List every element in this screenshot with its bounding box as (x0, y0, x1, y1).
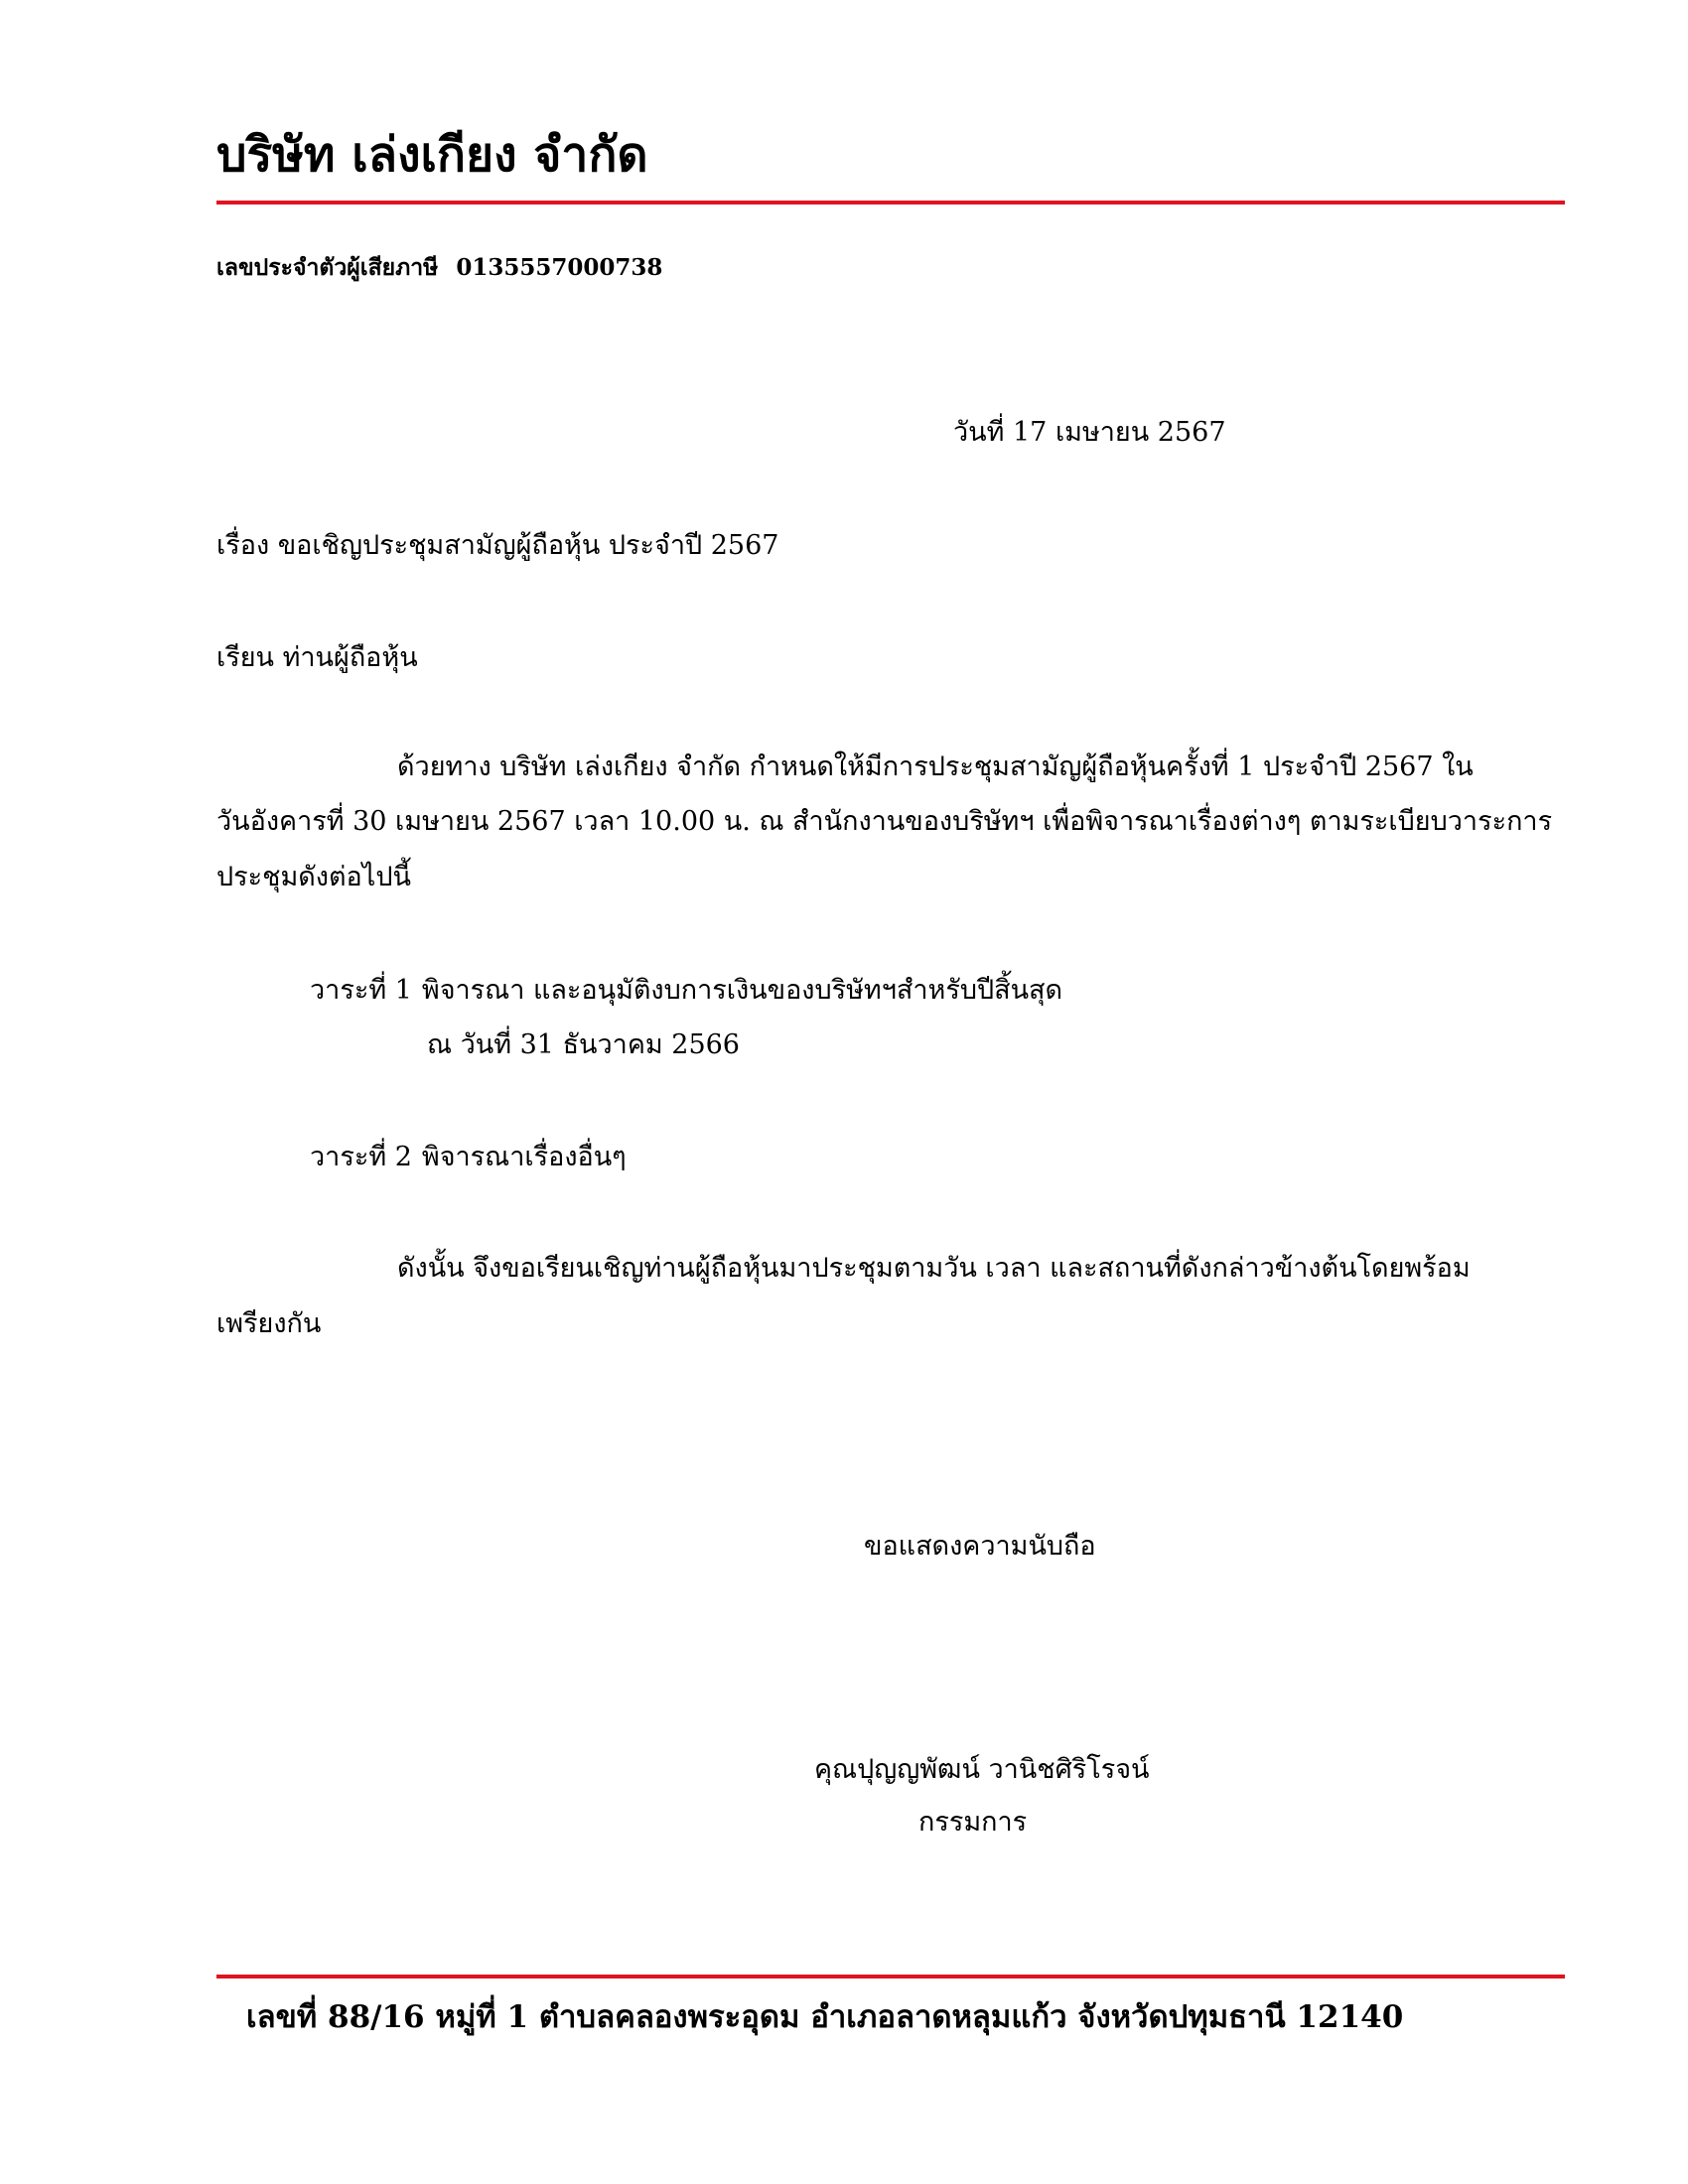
signer-name: คุณปุญญพัฒน์ วานิชศิริโรจน์ (814, 1754, 1150, 1785)
tax-id-label: เลขประจำตัวผู้เสียภาษี (216, 254, 439, 281)
paragraph1-line: ประชุมดังต่อไปนี้ (216, 862, 411, 892)
letter-date: วันที่ 17 เมษายน 2567 (953, 417, 1226, 448)
paragraph1-line: วันอังคารที่ 30 เมษายน 2567 เวลา 10.00 น. ณ สำนักงานของบริษัทฯ เพื่อพิจารณาเรื่องต่างๆ ตามระเบียบวาระการ (216, 806, 1553, 837)
letter-salutation: เรียน ท่านผู้ถือหุ้น (216, 642, 418, 673)
agenda-item-1 (310, 973, 1062, 1008)
tax-id (216, 250, 662, 286)
agenda-text-continued: ณ วันที่ 31 ธันวาคม 2566 (427, 1029, 740, 1060)
company-address: เลขที่ 88/16 หมู่ที่ 1 ตำบลคลองพระอุดม อำเภอลาดหลุมแก้ว จังหวัดปทุมธานี 12140 (246, 1999, 1404, 2035)
header-divider (216, 201, 1565, 205)
paragraph2-line: เพรียงกัน (216, 1308, 322, 1339)
signer-title: กรรมการ (918, 1807, 1028, 1838)
letter-subject: เรื่อง ขอเชิญประชุมสามัญผู้ถือหุ้น ประจำปี 2567 (216, 530, 779, 561)
company-name: บริษัท เล่งเกียง จำกัด (216, 127, 648, 183)
agenda-text: พิจารณาเรื่องอื่นๆ (421, 1142, 627, 1172)
letter-closing: ขอแสดงความนับถือ (864, 1531, 1096, 1562)
agenda-item-2 (310, 1140, 627, 1174)
paragraph1-line: ด้วยทาง บริษัท เล่งเกียง จำกัด กำหนดให้มีการประชุมสามัญผู้ถือหุ้นครั้งที่ 1 ประจำปี 2567 ใน (397, 751, 1474, 782)
tax-id-value: 0135557000738 (456, 254, 663, 281)
agenda-label: วาระที่ 1 (310, 975, 412, 1006)
agenda-label: วาระที่ 2 (310, 1142, 412, 1172)
footer-divider (216, 1975, 1565, 1979)
paragraph2-line: ดังนั้น จึงขอเรียนเชิญท่านผู้ถือหุ้นมาประชุมตามวัน เวลา และสถานที่ดังกล่าวข้างต้นโดยพร้อม (397, 1253, 1471, 1284)
agenda-text: พิจารณา และอนุมัติงบการเงินของบริษัทฯสำหรับปีสิ้นสุด (421, 975, 1063, 1006)
